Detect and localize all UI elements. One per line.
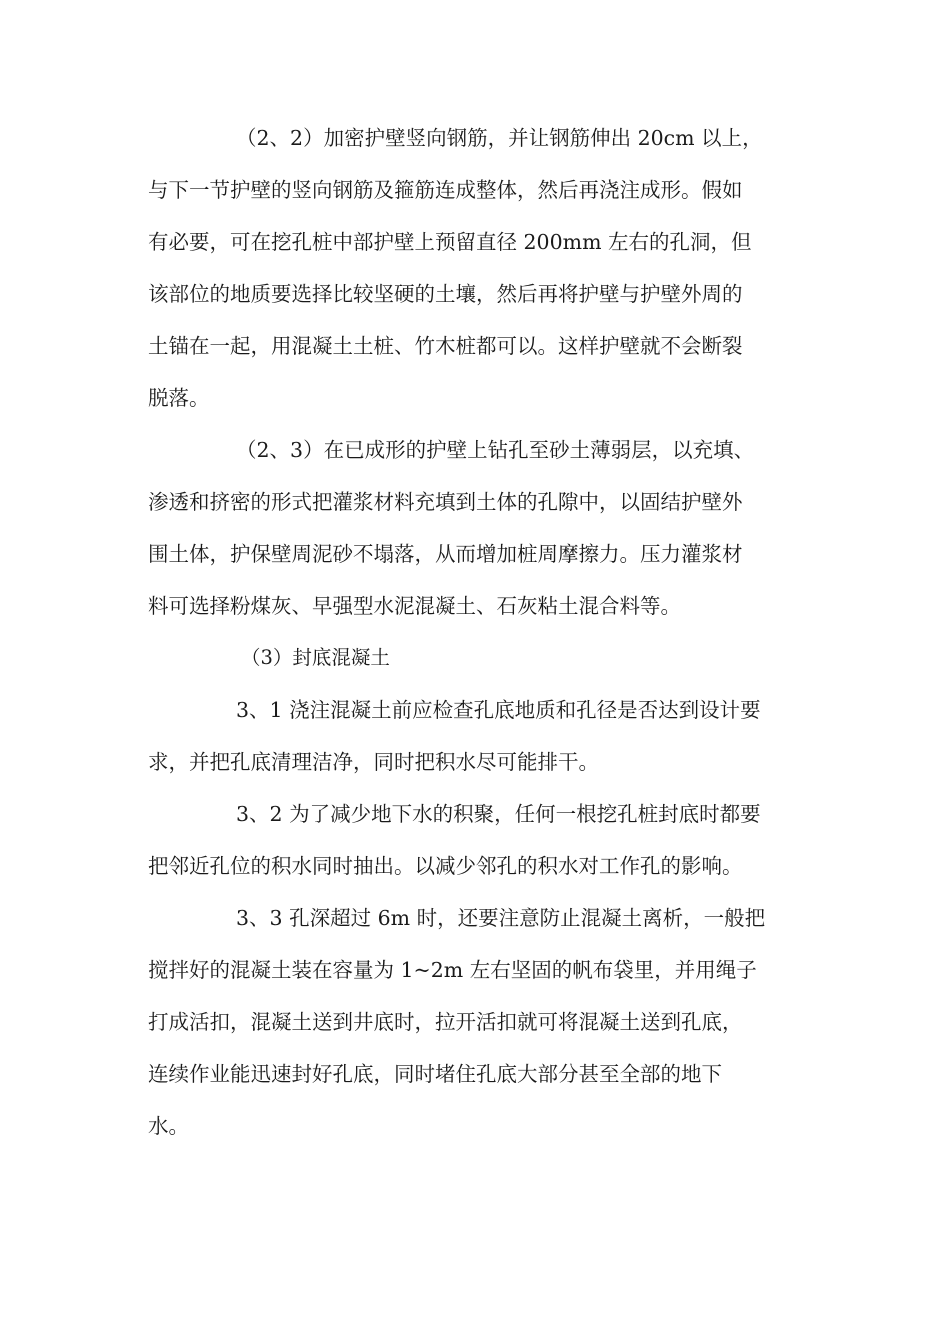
paragraph-2-3-line-1: （2、3）在已成形的护壁上钻孔至砂土薄弱层，以充填、 xyxy=(236,438,755,462)
paragraph-3-3-line-4: 连续作业能迅速封好孔底，同时堵住孔底大部分甚至全部的地下 xyxy=(148,1062,722,1086)
paragraph-3-2-line-2: 把邻近孔位的积水同时抽出。以减少邻孔的积水对工作孔的影响。 xyxy=(148,854,743,878)
paragraph-2-2-line-1: （2、2）加密护壁竖向钢筋，并让钢筋伸出 20cm 以上， xyxy=(236,126,763,150)
paragraph-3-3-line-3: 打成活扣，混凝土送到井底时，拉开活扣就可将混凝土送到孔底， xyxy=(148,1010,743,1034)
paragraph-3-1-line-2: 求，并把孔底清理洁净，同时把积水尽可能排干。 xyxy=(148,750,599,774)
paragraph-2-2-line-6: 脱落。 xyxy=(148,386,210,410)
paragraph-2-2-line-3: 有必要，可在挖孔桩中部护壁上预留直径 200mm 左右的孔洞，但 xyxy=(148,230,752,254)
paragraph-3-3-line-5: 水。 xyxy=(148,1114,189,1138)
paragraph-3-3-line-2: 搅拌好的混凝土装在容量为 1~2m 左右坚固的帆布袋里，并用绳子 xyxy=(148,958,757,982)
paragraph-2-3-line-2: 渗透和挤密的形式把灌浆材料充填到土体的孔隙中，以固结护壁外 xyxy=(148,490,743,514)
paragraph-3-1-line-1: 3、1 浇注混凝土前应检查孔底地质和孔径是否达到设计要 xyxy=(236,698,761,722)
paragraph-3-2-line-1: 3、2 为了减少地下水的积聚，任何一根挖孔桩封底时都要 xyxy=(236,802,761,826)
paragraph-2-2-line-2: 与下一节护壁的竖向钢筋及箍筋连成整体，然后再浇注成形。假如 xyxy=(148,178,743,202)
paragraph-2-2-line-5: 土锚在一起，用混凝土土桩、竹木桩都可以。这样护壁就不会断裂 xyxy=(148,334,743,358)
paragraph-3-3-line-1: 3、3 孔深超过 6m 时，还要注意防止混凝土离析，一般把 xyxy=(236,906,766,930)
paragraph-2-3-line-4: 料可选择粉煤灰、早强型水泥混凝土、石灰粘土混合料等。 xyxy=(148,594,681,618)
section-heading-3: （3）封底混凝土 xyxy=(241,646,390,669)
paragraph-2-2-line-4: 该部位的地质要选择比较坚硬的土壤，然后再将护壁与护壁外周的 xyxy=(148,282,743,306)
paragraph-2-3-line-3: 围土体，护保壁周泥砂不塌落，从而增加桩周摩擦力。压力灌浆材 xyxy=(148,542,743,566)
